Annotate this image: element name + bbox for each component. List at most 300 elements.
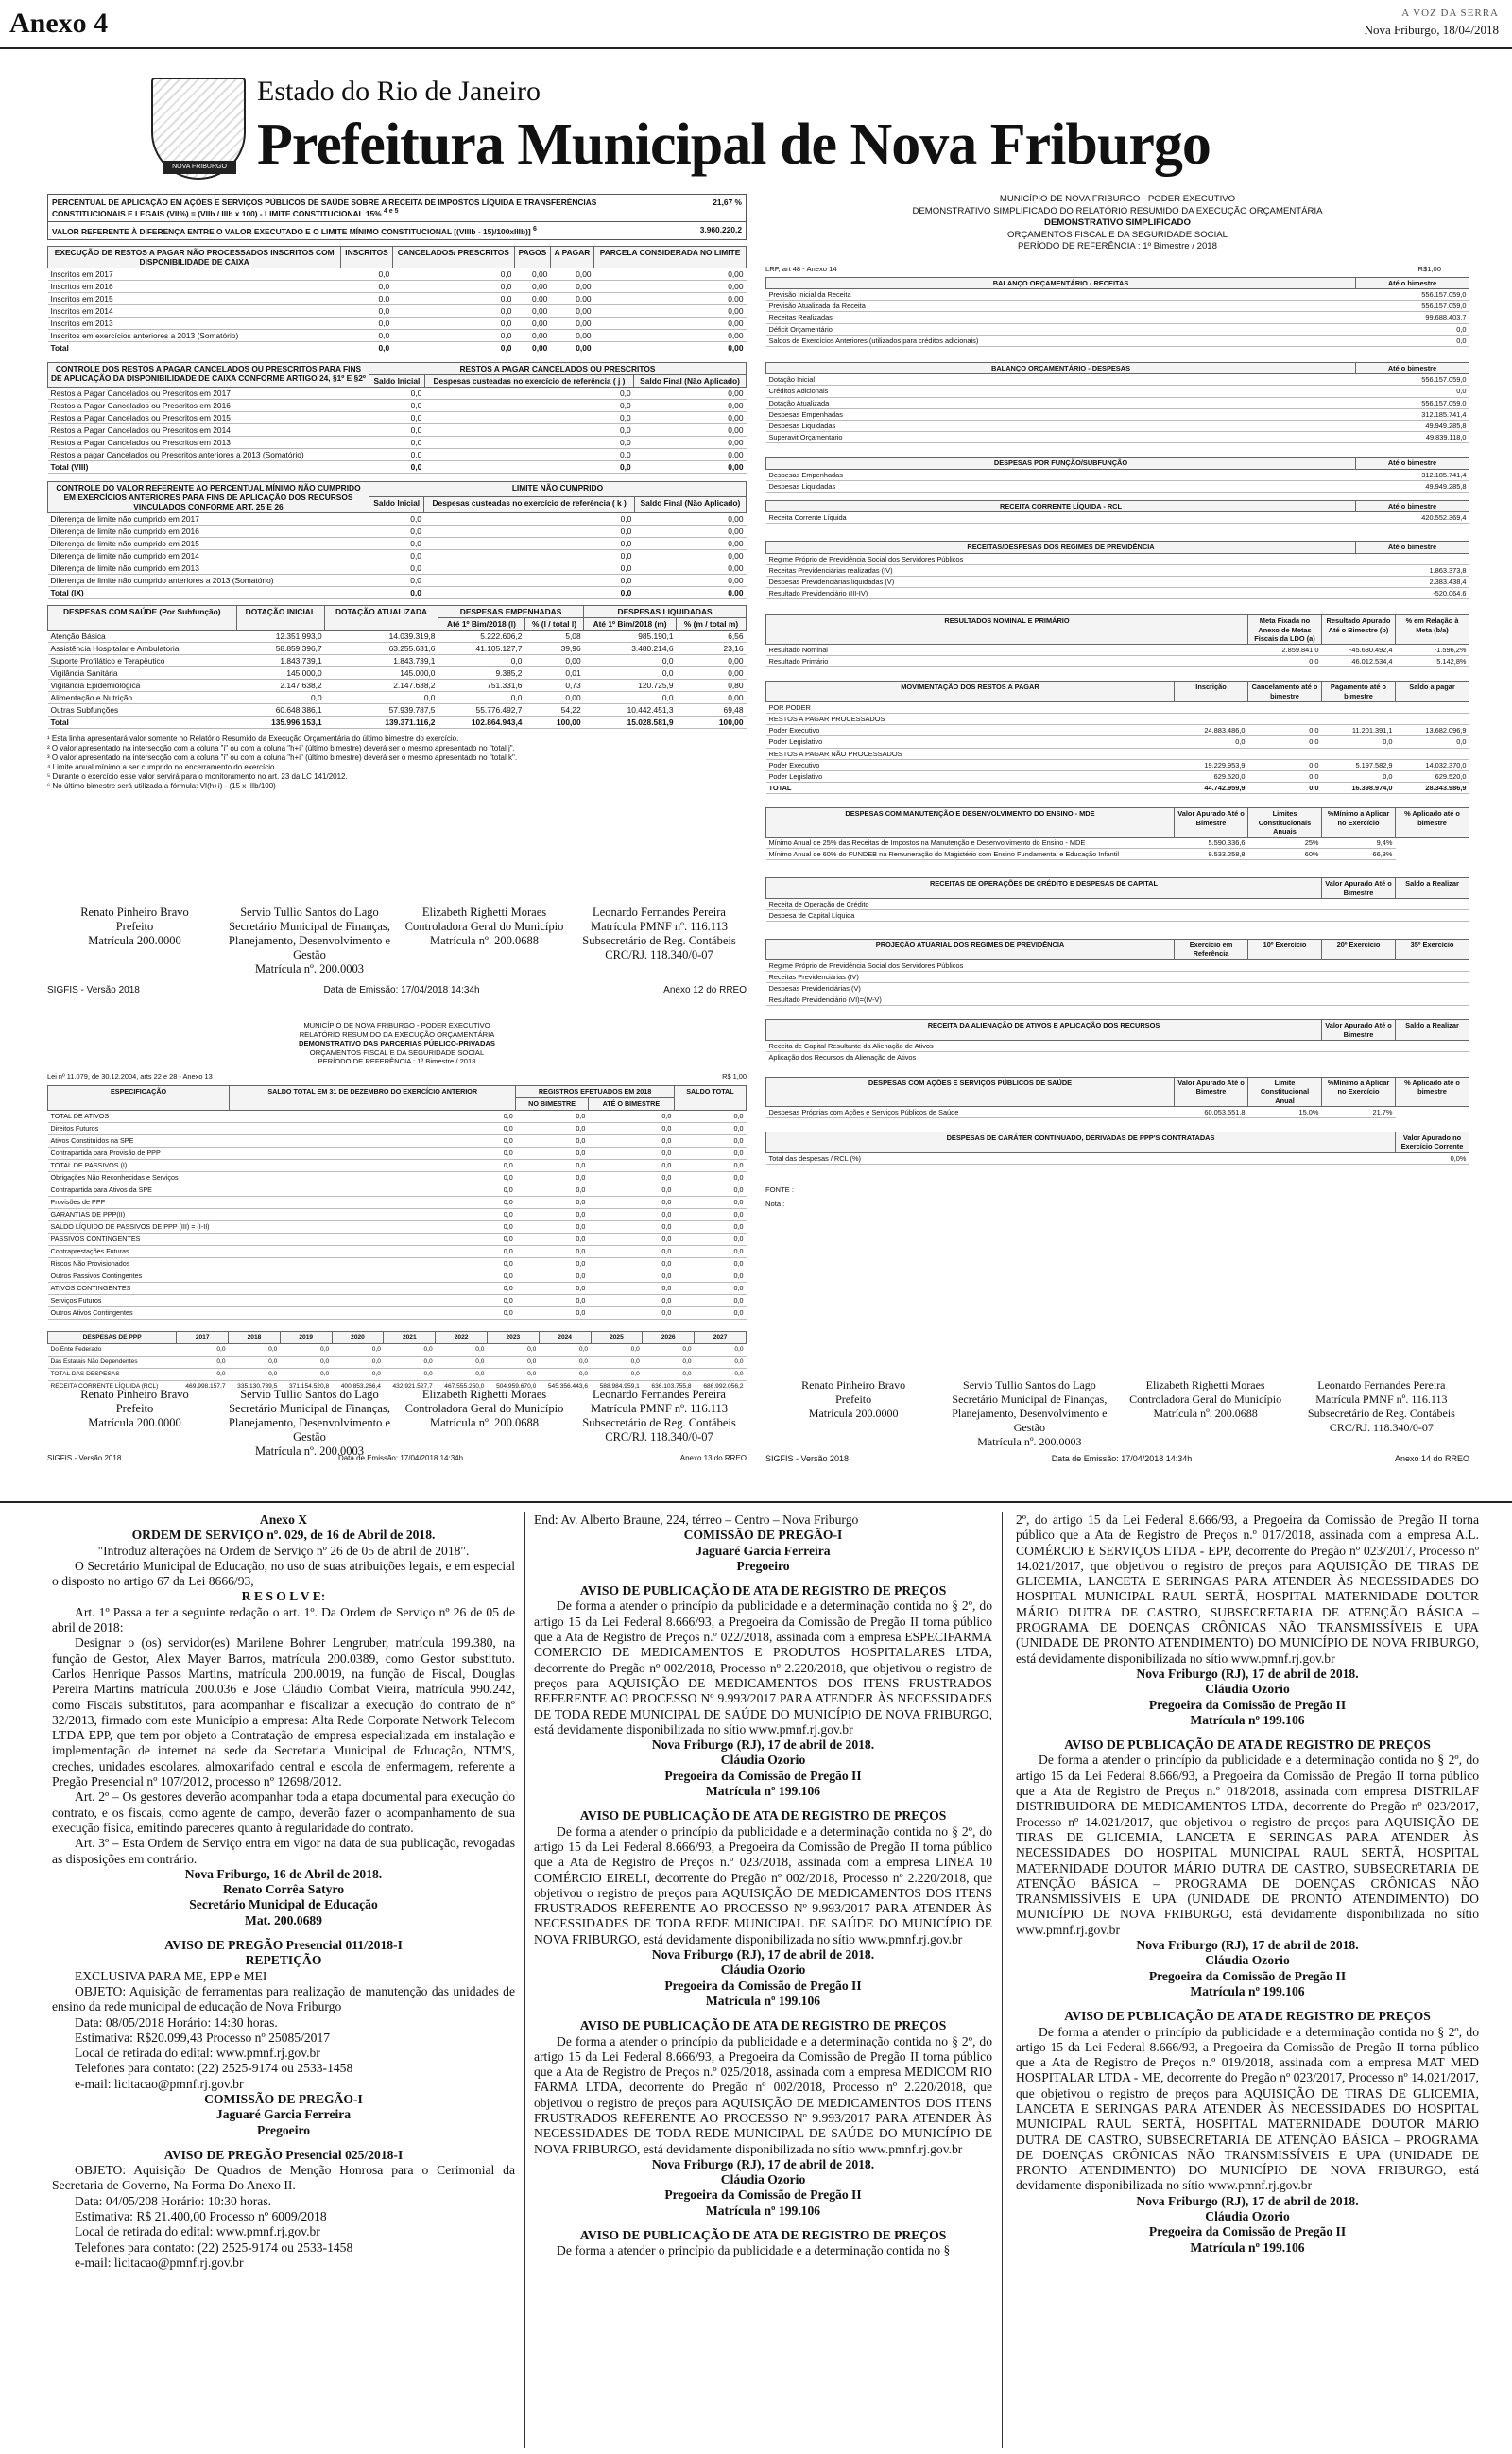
- cancelled-row-label: Restos a Pagar Cancelados ou Prescritos em 2017: [48, 387, 369, 399]
- rreo-section-title: RECEITA CORRENTE LÍQUIDA - RCL: [766, 500, 1356, 511]
- ppp-row: [48, 1159, 747, 1171]
- rreo-row-value: -520.064,6: [1356, 588, 1469, 599]
- paragraph-gap: [534, 1799, 992, 1808]
- ppp-row-value: 0,0: [516, 1110, 589, 1122]
- health-row-value: 0,0: [325, 691, 438, 703]
- rreo-row-label: Créditos Adicionais: [766, 386, 1356, 397]
- health-row-label: Suporte Profilático e Terapêutico: [48, 654, 237, 666]
- rreo-row-label: Despesas Liquidadas: [766, 420, 1356, 431]
- ppp-row-label: Contraprestações Futuras: [48, 1245, 230, 1257]
- rreo-header-line: DEMONSTRATIVO SIMPLIFICADO: [1044, 217, 1191, 228]
- ppp-row-value: 0,0: [588, 1147, 674, 1159]
- rp-row-value: 0,0: [341, 317, 392, 329]
- ppp-year: 2026: [643, 1331, 695, 1343]
- signature-1: [222, 906, 397, 976]
- signature-3: [572, 1388, 747, 1459]
- rreo-row-label: Resultado Nominal: [766, 644, 1248, 655]
- ppp-unit: R$ 1,00: [722, 1071, 747, 1080]
- rreo-section-head: [766, 1078, 1469, 1107]
- ppp-year-row-value: 0,0: [643, 1356, 695, 1368]
- rreo-section-head: [766, 682, 1469, 701]
- text-paragraph: Nova Friburgo (RJ), 17 de abril de 2018.: [651, 2156, 875, 2171]
- rreo-row-value: [1175, 748, 1248, 759]
- cancelled-row-value: 0,0: [424, 448, 633, 460]
- cancelled-row-value: 0,00: [634, 387, 747, 399]
- ppp-header-line: DEMONSTRATIVO DAS PARCERIAS PÚBLICO-PRIVADAS: [299, 1039, 495, 1047]
- signer-name: Servio Tullio Santos do Lago: [240, 906, 379, 919]
- rreo-row-label: Despesas Previdenciárias liquidadas (V): [766, 576, 1356, 587]
- restos-pagar-table: [47, 246, 747, 354]
- rreo-row: [766, 1152, 1469, 1164]
- rreo-row: [766, 408, 1469, 420]
- text-paragraph: Pregoeira da Comissão de Pregão II: [1148, 2224, 1347, 2239]
- rreo-col: 35º Exercício: [1396, 940, 1469, 959]
- ppp-row: [48, 1184, 747, 1196]
- rreo-section-title: BALANÇO ORÇAMENTÁRIO - RECEITAS: [766, 277, 1356, 288]
- rp-col-0: EXECUÇÃO DE RESTOS A PAGAR NÃO PROCESSADOS INSCRITOS COM DISPONIBILIDADE DE CAIXA: [48, 246, 341, 268]
- health-row-value: 0,00: [524, 654, 583, 666]
- rreo-row-label: Receitas Realizadas: [766, 312, 1356, 323]
- simplified-rreo-report: [765, 194, 1469, 1451]
- health-row: [48, 630, 747, 642]
- limit-row-label: Diferença de limite não cumprido em 2013: [48, 562, 369, 574]
- health-row-value: 63.255.631,6: [325, 642, 438, 654]
- rreo-row: [766, 838, 1469, 849]
- ppp-row-value: 0,0: [588, 1134, 674, 1147]
- ppp-row-label: Outros Passivos Contingentes: [48, 1270, 230, 1282]
- rreo-row-value: 2.859.841,0: [1248, 644, 1322, 655]
- rreo-row-value: [1322, 701, 1396, 713]
- rreo-col: % em Relação à Meta (b/a): [1396, 615, 1469, 645]
- rreo-row-label: Poder Executivo: [766, 759, 1175, 770]
- rreo-row: [766, 771, 1469, 783]
- signature-1: [222, 1388, 397, 1459]
- rreo-section-s12: [765, 1077, 1469, 1118]
- ppp-year-row-value: 0,0: [384, 1356, 436, 1368]
- rreo-row: [766, 971, 1469, 982]
- ppp-row-value: 0,0: [516, 1147, 589, 1159]
- rreo-col: Pagamento até o bimestre: [1322, 682, 1396, 701]
- rp-row-value: 0,0: [392, 329, 514, 341]
- signature-2: [1118, 1378, 1294, 1449]
- text-paragraph: De forma a atender o princípio da publicidade e a determinação contida no § 2º, do artigo 15 da Lei Federal 8.666/93, a Pregoeira da Comissão de Pregão II torna público que a Ata de Registro de Preços n.º 025/2018, assinada com a empresa MEDICOM RIO FARMA LTDA, decorrente do Pregão nº 002/2018, Processo nº 2.220/2018, que objetivou o registro de preços para AQUISIÇÃO DE MEDICAMENTOS DOS ITENS FRUSTRADOS REFERENTE AO PROCESSO Nº 9.993/2017 PARA ATENDER ÀS NECESSIDADES DE TODA REDE MUNICIPAL DE SAÚDE DO MUNICÍPIO DE NOVA FRIBURGO, está devidamente disponibilizada no sítio www.pmnf.rj.gov.br: [534, 2033, 992, 2156]
- text-paragraph: Pregoeiro: [256, 2122, 311, 2137]
- ppp-row-value: 0,0: [588, 1171, 674, 1184]
- rp-row-value: 0,00: [550, 268, 593, 280]
- health-row-label: Alimentação e Nutrição: [48, 691, 237, 703]
- cancelled-header-group: RESTOS A PAGAR CANCELADOS OU PRESCRITOS: [369, 362, 746, 374]
- rreo-report-header: [765, 194, 1469, 253]
- signer-name: Elizabeth Righetti Moraes: [421, 1388, 547, 1401]
- ppp-year-row-value: 588.984.959,1: [591, 1380, 643, 1390]
- ppp-year-row-value: 0,0: [229, 1368, 281, 1380]
- rreo-row-label: Poder Legislativo: [766, 736, 1175, 748]
- rreo-row-value: [1396, 994, 1469, 1006]
- limit-row-value: 0,0: [369, 586, 424, 598]
- rreo-section-title: RESULTADOS NOMINAL E PRIMÁRIO: [766, 615, 1248, 645]
- rreo-row-value: 0,0: [1175, 736, 1248, 748]
- rreo-row-value: 420.552.369,4: [1356, 512, 1469, 524]
- ppp-row-value: 0,0: [230, 1147, 516, 1159]
- text-column-2: [534, 1512, 992, 2259]
- signature-2: [397, 1388, 572, 1459]
- ppp-year-row-value: 0,0: [487, 1343, 539, 1356]
- sys-issued-3: Data de Emissão: 17/04/2018 14:34h: [1051, 1454, 1193, 1463]
- ppp-year: 2018: [229, 1331, 281, 1343]
- ppp-year-row-value: 0,0: [591, 1356, 643, 1368]
- edition-date: Nova Friburgo, 18/04/2018: [1364, 23, 1499, 37]
- ppp-row-value: 0,0: [588, 1184, 674, 1196]
- ppp-row-label: TOTAL DE PASSIVOS (I): [48, 1159, 230, 1171]
- ppp-row-value: 0,0: [516, 1122, 589, 1134]
- rp-col-5: PARCELA CONSIDERADA NO LIMITE: [594, 246, 747, 268]
- cancelled-row-value: 0,0: [424, 411, 633, 423]
- text-paragraph: ORDEM DE SERVIÇO nº. 029, de 16 de Abril de 2018.: [131, 1528, 436, 1543]
- rp-row-label: Inscritos em 2015: [48, 292, 341, 304]
- ppp-row-value: 0,0: [588, 1220, 674, 1233]
- ppp-table: [47, 1085, 747, 1320]
- rreo-row-value: [1396, 898, 1469, 909]
- rreo-row: [766, 553, 1469, 564]
- text-paragraph: Cláudia Ozorio: [1205, 2209, 1290, 2224]
- rreo-col-upto: Até o bimestre: [1356, 277, 1469, 288]
- limit-row-value: 0,0: [424, 549, 634, 562]
- cancelled-row: [48, 387, 747, 399]
- rreo-section-s2: [765, 362, 1469, 443]
- ppp-year-row-value: 0,0: [539, 1343, 591, 1356]
- system-line-left-2: [47, 1454, 747, 1462]
- text-paragraph: End: Av. Alberto Braune, 224, térreo – Centro – Nova Friburgo: [534, 1512, 859, 1527]
- limit-row-value: 0,0: [424, 512, 634, 525]
- health-row-value: 145.000,0: [236, 666, 325, 679]
- limit-header-group: LIMITE NÃO CUMPRIDO: [369, 481, 746, 497]
- rreo-row: [766, 386, 1469, 397]
- ppp-row-value: 0,0: [516, 1282, 589, 1294]
- ppp-row-label: Contrapartida para Ativos da SPE: [48, 1184, 230, 1196]
- cancelled-col-final: Saldo Final (Não Aplicado): [634, 374, 747, 387]
- rreo-section-title: RECEITAS DE OPERAÇÕES DE CRÉDITO E DESPESAS DE CAPITAL: [766, 878, 1322, 898]
- text-paragraph: Estimativa: R$20.099,43 Processo nº 25085/2017: [75, 2030, 331, 2045]
- ppp-row-value: 0,0: [674, 1147, 746, 1159]
- ppp-row-value: 0,0: [674, 1245, 746, 1257]
- limit-row-label: Diferença de limite não cumprido em 2016: [48, 525, 369, 537]
- health-col-lpct: % (l / total l): [524, 617, 583, 630]
- limit-row-value: 0,0: [369, 574, 424, 586]
- rreo-row-value: [1322, 959, 1396, 971]
- ppp-row-value: 0,0: [230, 1257, 516, 1270]
- rreo-row-value: 46.012.534,4: [1322, 656, 1396, 667]
- health-row-value: 3.480.214,6: [584, 642, 677, 654]
- text-paragraph: Jaguaré Garcia Ferreira: [215, 2107, 352, 2122]
- ppp-row-label: Outros Ativos Contingentes: [48, 1306, 230, 1319]
- limit-row-value: 0,0: [369, 525, 424, 537]
- ppp-row-value: 0,0: [516, 1159, 589, 1171]
- footnote: ⁶ No último bimestre será utilizada a fórmula: VI(h+i) - (15 x IIIb/100): [47, 781, 276, 790]
- ppp-year-row: [48, 1343, 747, 1356]
- text-paragraph: Secretário Municipal de Educação: [189, 1897, 378, 1912]
- health-row-value: 23,16: [677, 642, 747, 654]
- rreo-row-value: 0,0: [1248, 725, 1322, 736]
- cancelled-row-value: 0,0: [369, 423, 424, 436]
- health-col-liquidated: DESPESAS LIQUIDADAS: [584, 605, 747, 617]
- health-row: [48, 679, 747, 691]
- ppp-year-row-value: 0,0: [539, 1356, 591, 1368]
- text-paragraph: Pregoeira da Comissão de Pregão II: [1148, 1968, 1347, 1983]
- rreo-section-s3: [765, 457, 1469, 493]
- rreo-row-value: 312.185.741,4: [1356, 469, 1469, 480]
- rreo-row-value: [1396, 1052, 1469, 1063]
- health-expenses-report: [47, 194, 747, 997]
- newspaper-name: A VOZ DA SERRA: [1401, 8, 1499, 19]
- ppp-row-value: 0,0: [516, 1245, 589, 1257]
- text-paragraph: AVISO DE PREGÃO Presencial 025/2018-I: [163, 2147, 404, 2162]
- rreo-row: [766, 748, 1469, 759]
- health-row-value: 0,73: [524, 679, 583, 691]
- ppp-row-label: PASSIVOS CONTINGENTES: [48, 1233, 230, 1245]
- rreo-row-value: 24.883.486,0: [1175, 725, 1248, 736]
- ppp-row-label: Serviços Futuros: [48, 1294, 230, 1306]
- paragraph-gap: [52, 1928, 515, 1938]
- rreo-row: [766, 323, 1469, 335]
- ppp-row-value: 0,0: [674, 1184, 746, 1196]
- cancelled-row-label: Total (VIII): [48, 460, 369, 473]
- rreo-row: [766, 759, 1469, 770]
- rp-row-value: 0,00: [514, 280, 550, 292]
- ppp-report-header: [47, 1021, 747, 1066]
- text-paragraph: De forma a atender o princípio da publicidade e a determinação contida no § 2º, do artigo 15 da Lei Federal 8.666/93, a Pregoeira da Comissão de Pregão II torna público que a Ata de Registro de Preços n.º 022/2018, assinada com a empresa ESPECIFARMA COMERCIO DE MEDICAMENTOS E PRODUTOS HOSPITALARES LTDA, decorrente do Pregão nº 002/2018, Processo nº 2.220/2018, que objetivou o registro de preços para AQUISIÇÃO DE MEDICAMENTOS DOS ITENS FRUSTRADOS REFERENTE AO PROCESSO Nº 9.993/2017 PARA ATENDER ÀS NECESSIDADES DE TODA REDE MUNICIPAL DE SAÚDE DO MUNICÍPIO DE NOVA FRIBURGO, está devidamente disponibilizada no sítio www.pmnf.rj.gov.br: [534, 1599, 992, 1737]
- rreo-section-s7: [765, 681, 1469, 794]
- cancelled-row-value: 0,0: [369, 448, 424, 460]
- ppp-row-value: 0,0: [588, 1196, 674, 1208]
- rreo-row: [766, 374, 1469, 386]
- health-row: [48, 703, 747, 716]
- limit-row-value: 0,0: [424, 537, 634, 549]
- rreo-row-label: Mínimo Anual de 60% do FUNDEB na Remuneração do Magistério com Ensino Fundamental e Educação Infantil: [766, 849, 1175, 860]
- ppp-row-label: SALDO LÍQUIDO DE PASSIVOS DE PPP (III) = (I-II): [48, 1220, 230, 1233]
- health-row-label: Assistência Hospitalar e Ambulatorial: [48, 642, 237, 654]
- rreo-col: Valor Apurado Até o Bimestre: [1322, 878, 1396, 898]
- health-row-value: 58.859.396,7: [236, 642, 325, 654]
- health-row-value: 0,00: [524, 691, 583, 703]
- text-paragraph: Matrícula nº 199.106: [1190, 2239, 1305, 2255]
- health-col-m: Até 1º Bim/2018 (m): [584, 617, 677, 630]
- cancelled-row-value: 0,0: [424, 423, 633, 436]
- sys-annex-2: Anexo 13 do RREO: [679, 1454, 747, 1462]
- limit-row-value: 0,00: [634, 562, 746, 574]
- rreo-section-s1: [765, 277, 1469, 347]
- constitutional-diff-note: 6: [533, 225, 537, 233]
- text-paragraph: Pregoeira da Comissão de Pregão II: [664, 2187, 862, 2203]
- rreo-col: Saldo a Realizar: [1396, 1020, 1469, 1040]
- ppp-row: [48, 1306, 747, 1319]
- limit-row-value: 0,0: [369, 512, 424, 525]
- ppp-row-value: 0,0: [674, 1208, 746, 1220]
- ppp-year: 2022: [436, 1331, 488, 1343]
- health-row: [48, 691, 747, 703]
- rreo-section-s11: [765, 1019, 1469, 1063]
- signer-id: Matrícula nº. 200.0003: [255, 962, 364, 976]
- section-spacer: [765, 667, 1469, 681]
- rp-row-value: 0,0: [341, 280, 392, 292]
- rreo-row-value: 14.032.370,0: [1396, 759, 1469, 770]
- rreo-col-upto: Até o bimestre: [1356, 500, 1469, 511]
- rreo-col: Cancelamento até o bimestre: [1248, 682, 1322, 701]
- ppp-row: [48, 1122, 747, 1134]
- ppp-year-row-value: 0,0: [643, 1368, 695, 1380]
- rreo-row-value: 66,3%: [1322, 849, 1396, 860]
- rreo-row-label: Total das despesas / RCL (%): [766, 1152, 1396, 1164]
- ppp-row-value: 0,0: [588, 1110, 674, 1122]
- rreo-section-s8: [765, 807, 1469, 860]
- rreo-row-value: 629.520,0: [1396, 771, 1469, 783]
- rp-row-value: 0,0: [392, 341, 514, 354]
- rreo-row-label: RESTOS A PAGAR PROCESSADOS: [766, 714, 1175, 725]
- rreo-row: [766, 983, 1469, 994]
- ppp-row-value: 0,0: [516, 1171, 589, 1184]
- text-paragraph: AVISO DE PUBLICAÇÃO DE ATA DE REGISTRO DE PREÇOS: [1064, 2009, 1431, 2024]
- rp-row-value: 0,00: [514, 329, 550, 341]
- cancelled-row-value: 0,0: [369, 411, 424, 423]
- rp-row-value: 0,00: [514, 268, 550, 280]
- ppp-year-row-value: 0,0: [384, 1368, 436, 1380]
- page-header: [0, 0, 1512, 49]
- crest-band: NOVA FRIBURGO: [163, 161, 236, 174]
- ppp-year: 2019: [280, 1331, 332, 1343]
- ppp-row-value: 0,0: [674, 1171, 746, 1184]
- section-spacer: [765, 524, 1469, 541]
- rreo-col: Exercício em Referência: [1175, 940, 1248, 959]
- health-row-value: 0,0: [438, 654, 524, 666]
- rreo-row-label: Despesas Próprias com Ações e Serviços Públicos de Saúde: [766, 1106, 1175, 1117]
- rreo-col-upto: Até o bimestre: [1356, 458, 1469, 469]
- cancelled-row-value: 0,0: [369, 387, 424, 399]
- signer-id: Matrícula nº. 200.0688: [430, 934, 539, 947]
- rp-col-4: A PAGAR: [550, 246, 593, 268]
- rreo-row: [766, 898, 1469, 909]
- limit-row-value: 0,00: [634, 549, 746, 562]
- limit-row-value: 0,0: [424, 574, 634, 586]
- ppp-year-row-value: 545.356.443,6: [539, 1380, 591, 1390]
- limit-row-label: Diferença de limite não cumprido em 2014: [48, 549, 369, 562]
- rreo-section-s10: [765, 939, 1469, 1006]
- signer-role: Matrícula PMNF nº. 116.113 Subsecretário de Reg. Contábeis: [1307, 1392, 1455, 1420]
- rreo-col: Resultado Apurado Até o Bimestre (b): [1322, 615, 1396, 645]
- ppp-row-value: 0,0: [674, 1282, 746, 1294]
- health-row-value: 69,48: [677, 703, 747, 716]
- rreo-col: 20º Exercício: [1322, 940, 1396, 959]
- rreo-row-value: 312.185.741,4: [1356, 408, 1469, 420]
- rreo-row-label: RESTOS A PAGAR NÃO PROCESSADOS: [766, 748, 1175, 759]
- signer-name: Leonardo Fernandes Pereira: [593, 906, 726, 919]
- text-paragraph: AVISO DE PUBLICAÇÃO DE ATA DE REGISTRO DE PREÇOS: [579, 2228, 947, 2243]
- rreo-section-head: [766, 940, 1469, 959]
- rreo-section-head: [766, 458, 1469, 469]
- signer-role: Matrícula PMNF nº. 116.113 Subsecretário de Reg. Contábeis: [582, 920, 736, 947]
- ppp-year-row-value: 0,0: [177, 1356, 229, 1368]
- rp-row-label: Inscritos em 2013: [48, 317, 341, 329]
- signature-0: [47, 906, 222, 976]
- health-row-value: 15.028.581,9: [584, 716, 677, 728]
- cancelled-row-value: 0,00: [634, 448, 747, 460]
- rreo-row-value: [1322, 714, 1396, 725]
- health-col-updated: DOTAÇÃO ATUALIZADA: [325, 605, 438, 630]
- paragraph-gap: [52, 2138, 515, 2148]
- sys-version-3: SIGFIS - Versão 2018: [765, 1454, 850, 1463]
- rreo-row-value: 19.229.953,9: [1175, 759, 1248, 770]
- limit-row: [48, 549, 747, 562]
- ppp-row-value: 0,0: [588, 1270, 674, 1282]
- ppp-row: [48, 1110, 747, 1122]
- health-row-value: 57.939.787,5: [325, 703, 438, 716]
- paragraph-gap: [1016, 1728, 1479, 1737]
- limit-col-spent: Despesas custeadas no exercício de referência ( k ): [424, 497, 634, 513]
- rreo-row-label: Poder Legislativo: [766, 771, 1175, 783]
- rp-row-value: 0,0: [341, 304, 392, 317]
- unmet-limit-table: [47, 481, 747, 599]
- rreo-row-label: Previsão Atualizada da Receita: [766, 301, 1356, 312]
- text-paragraph: Estimativa: R$ 21.400,00 Processo nº 6009/2018: [75, 2209, 327, 2224]
- health-row-value: 135.996.153,1: [236, 716, 325, 728]
- health-row-value: 0,01: [524, 666, 583, 679]
- rreo-row-label: TOTAL: [766, 783, 1175, 794]
- ppp-row-value: 0,0: [588, 1294, 674, 1306]
- rreo-row-value: 49.949.285,8: [1356, 480, 1469, 492]
- rreo-row: [766, 994, 1469, 1006]
- rp-row-value: 0,00: [550, 329, 593, 341]
- signer-role: Controladora Geral do Município: [404, 1402, 564, 1415]
- health-row-value: 9.385,2: [438, 666, 524, 679]
- ppp-row-value: 0,0: [674, 1220, 746, 1233]
- ppp-year: 2023: [487, 1331, 539, 1343]
- signer-role: Controladora Geral do Município: [1129, 1392, 1282, 1406]
- rp-row: [48, 317, 747, 329]
- rreo-row-value: [1356, 553, 1469, 564]
- text-paragraph: Nova Friburgo (RJ), 17 de abril de 2018.: [1136, 1666, 1359, 1681]
- sys-annex-3: Anexo 14 do RREO: [1394, 1454, 1469, 1463]
- rreo-row: [766, 576, 1469, 587]
- ppp-row-value: 0,0: [230, 1306, 516, 1319]
- limit-row-value: 0,00: [634, 586, 746, 598]
- rreo-section-title: RECEITA DA ALIENAÇÃO DE ATIVOS E APLICAÇÃO DOS RECURSOS: [766, 1020, 1322, 1040]
- ppp-col-records: REGISTROS EFETUADOS EM 2018: [516, 1085, 675, 1097]
- rreo-row-label: Dotação Atualizada: [766, 397, 1356, 408]
- ppp-report: [47, 1021, 747, 1390]
- rreo-col: Inscrição: [1175, 682, 1248, 701]
- constitutional-diff-label: VALOR REFERENTE À DIFERENÇA ENTRE O VALOR EXECUTADO E O LIMITE MÍNIMO CONSTITUCIONAL [(VIIIb - 15)/100xIIIb)]: [52, 226, 531, 236]
- text-paragraph: Cláudia Ozorio: [720, 2172, 806, 2187]
- city-hall-title: Prefeitura Municipal de Nova Friburgo: [257, 112, 1211, 177]
- text-paragraph: Renato Corrêa Satyro: [222, 1882, 345, 1897]
- health-row-value: 120.725,9: [584, 679, 677, 691]
- rreo-header-line: PERÍODO DE REFERÊNCIA : 1º Bimestre / 2018: [1018, 241, 1217, 251]
- ppp-row-value: 0,0: [516, 1220, 589, 1233]
- health-row-label: Vigilância Epidemiológica: [48, 679, 237, 691]
- ppp-year-row-value: 0,0: [177, 1343, 229, 1356]
- rreo-row-value: [1396, 971, 1469, 982]
- ppp-row: [48, 1270, 747, 1282]
- rreo-unit: R$1,00: [1418, 264, 1441, 273]
- text-paragraph: Local de retirada do edital: www.pmnf.rj.gov.br: [75, 2046, 320, 2061]
- rreo-row-value: 15,0%: [1248, 1106, 1322, 1117]
- text-paragraph: Data: 08/05/2018 Horário: 14:30 horas.: [75, 2014, 278, 2030]
- signer-role: Matrícula PMNF nº. 116.113 Subsecretário de Reg. Contábeis: [582, 1402, 736, 1429]
- limit-row-value: 0,00: [634, 574, 746, 586]
- section-spacer: [765, 493, 1469, 500]
- ppp-row-value: 0,0: [588, 1208, 674, 1220]
- ppp-year-row-value: 469.998.157,7: [177, 1380, 229, 1390]
- text-paragraph: COMISSÃO DE PREGÃO-I: [204, 2091, 363, 2106]
- ppp-year-row-label: TOTAL DAS DESPESAS: [48, 1368, 177, 1380]
